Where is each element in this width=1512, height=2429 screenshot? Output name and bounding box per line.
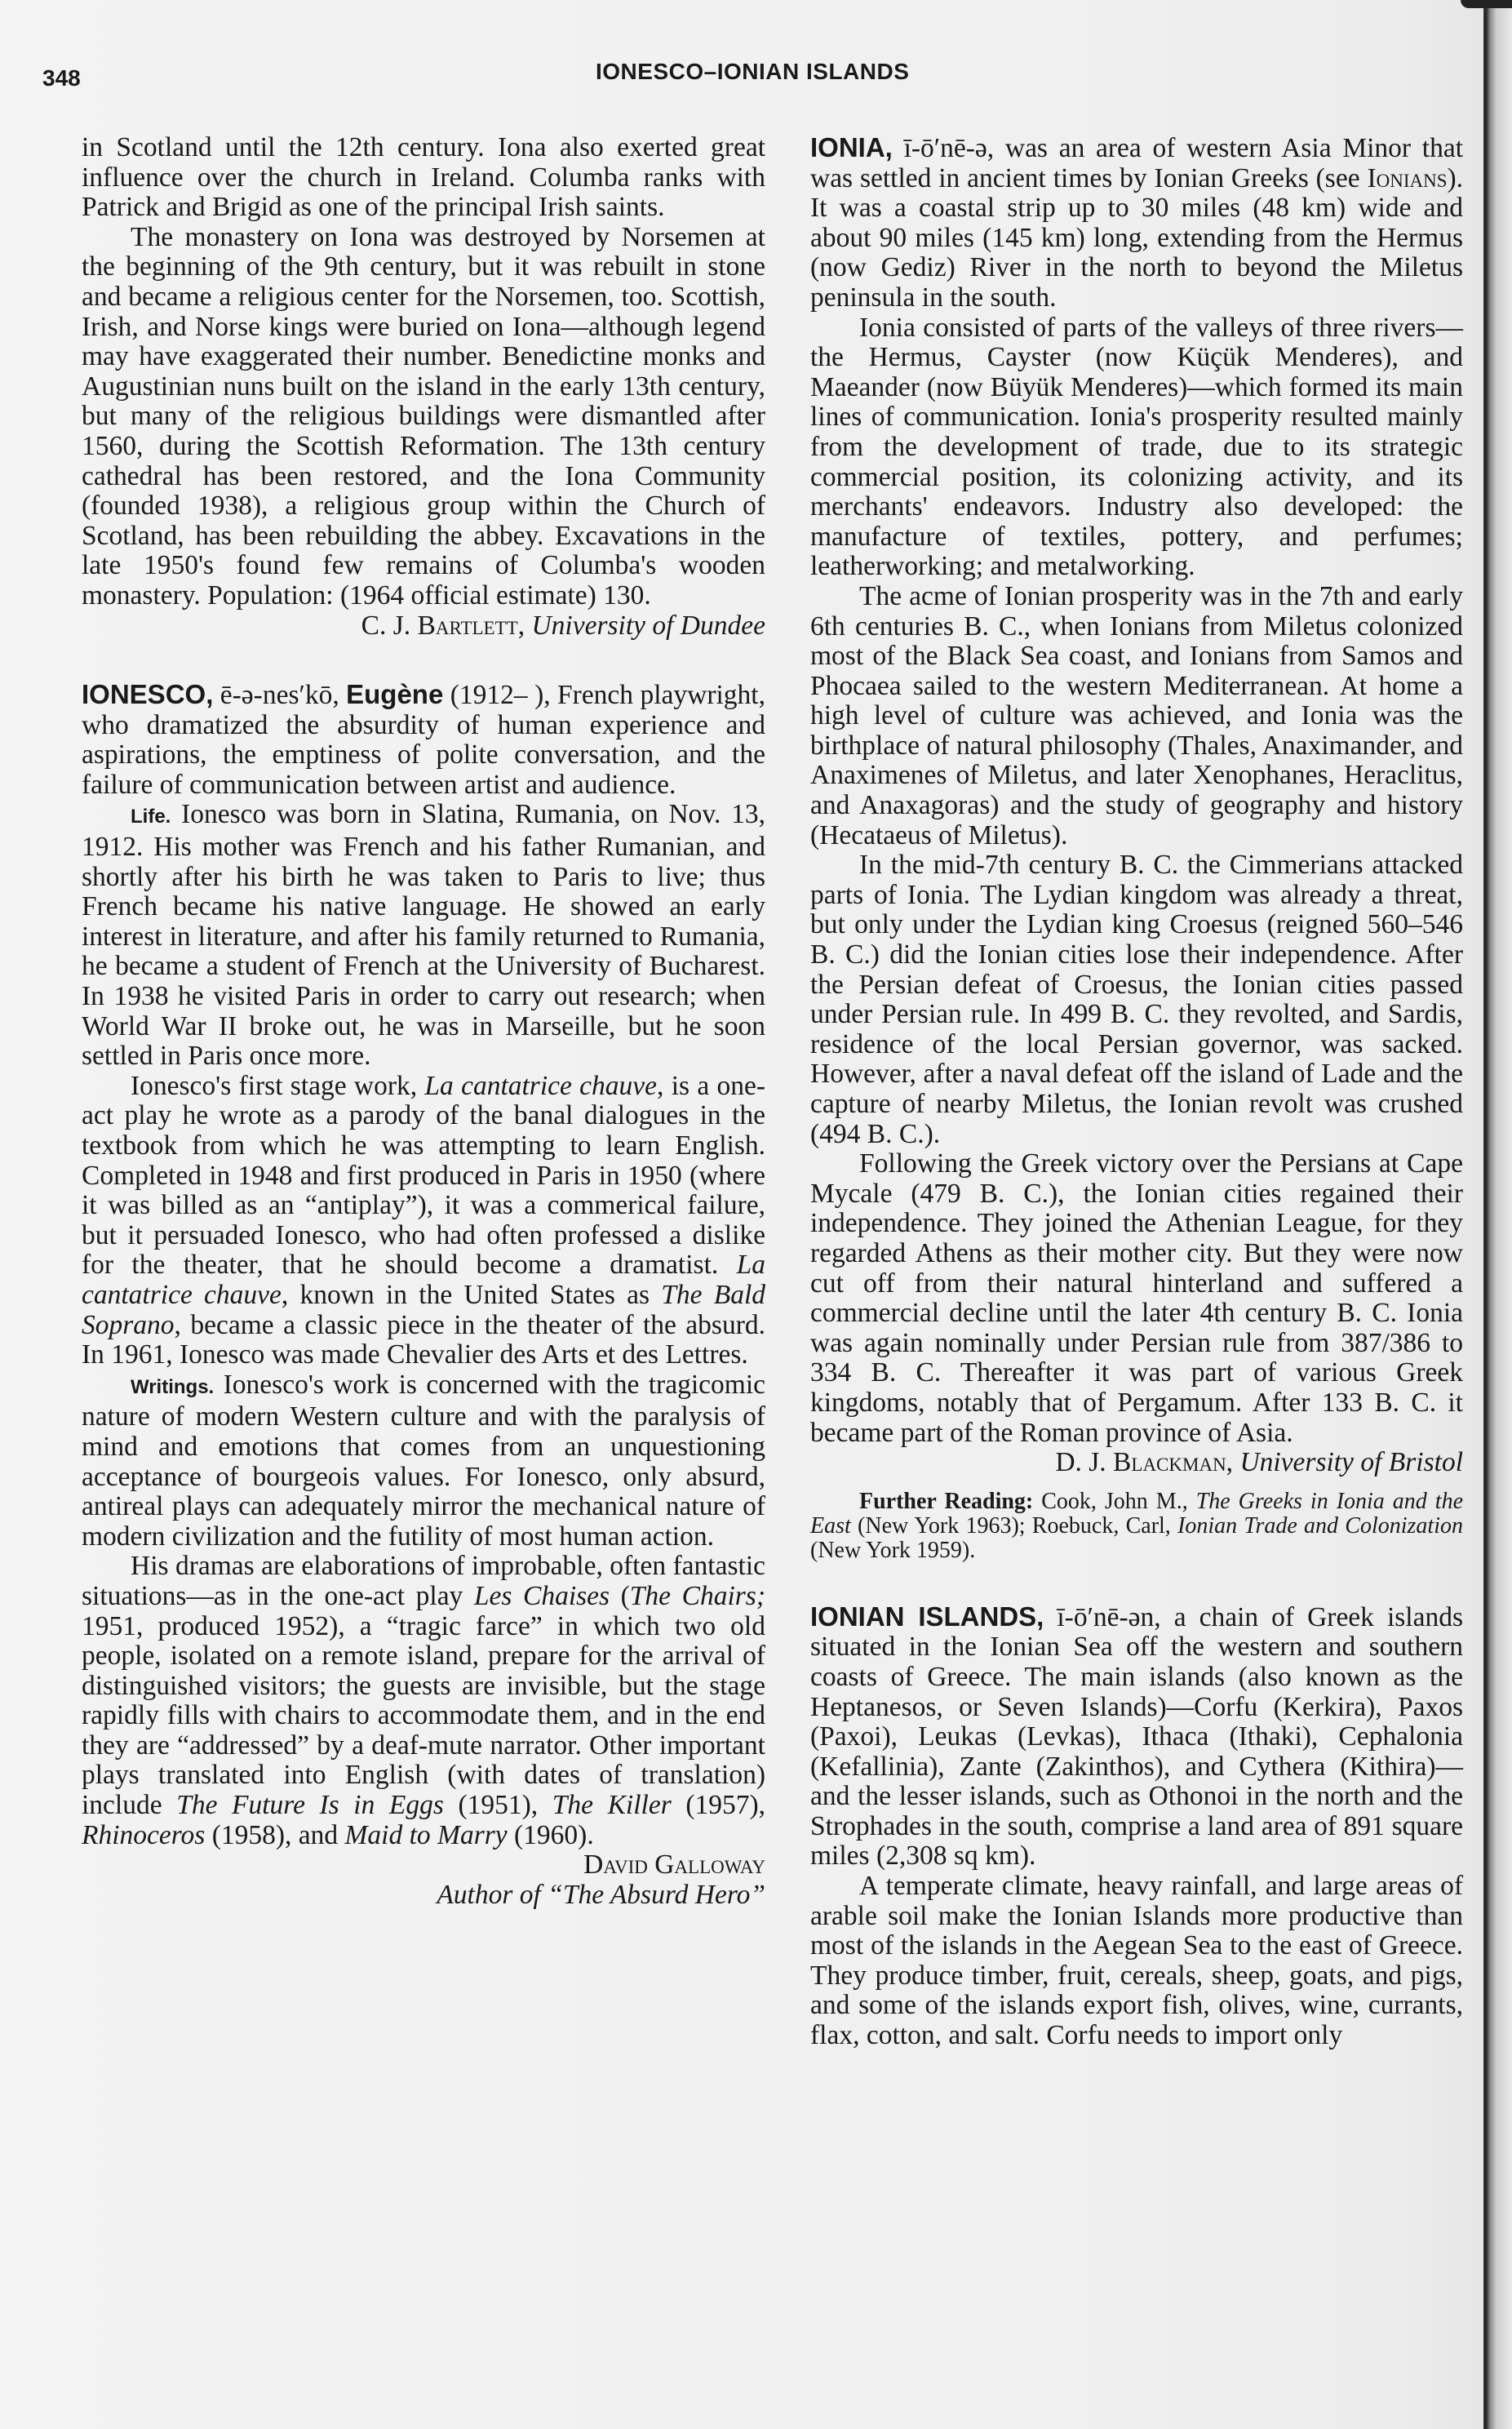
page-number: 348 — [42, 65, 81, 91]
text: was an area of western Asia Minor that was settled in ancient times by Ionian Greeks (see — [810, 133, 1464, 193]
paragraph: In the mid-7th century B. C. the Cimmerians attacked parts of Ionia. The Lydian kingdom was already a threat, but only under the Lydian king Croesus (reigned 560–546 B. C.) did the Ionian cities lose their independence. After the Persian defeat of Croesus, the Ionian cities passed under Persian rule. In 499 B. C. they revolted, and Sardis, residence of the local Persian governor, was sacked. However, after a naval defeat off the island of Lade and the capture of nearby Miletus, the Ionian revolt was crushed (494 B. C.). — [810, 850, 1463, 1149]
running-head: IONESCO–IONIAN ISLANDS — [596, 59, 910, 84]
text: (New York 1959). — [810, 1537, 976, 1563]
right-column — [810, 133, 1463, 2051]
headword: IONIAN ISLANDS, — [810, 1601, 1044, 1632]
ionia-entry — [810, 133, 1463, 1563]
text: (1951), — [443, 1790, 539, 1821]
life-text: Ionesco was born in Slatina, Rumania, on Nov. 13, 1912. His mother was French and his father Rumanian, and shortly after his birth he was taken to Paris to live; thus French became his native language. He showed an early interest in literature, and after his family returned to Rumania, he became a student of French at the University of Bucharest. In 1938 he visited Paris in order to carry out research; when World War II broke out, he was in Marseille, but he soon settled in Paris once more. — [82, 799, 766, 1072]
byline — [82, 611, 765, 642]
paragraph-writings — [82, 1370, 765, 1552]
intro-text: French playwright, who dramatized the absurdity of human experience and aspirations, the emptiness of polite conversation, and the failure of communication between artist and audience. — [82, 680, 765, 800]
work-title: La cantatrice chauve — [424, 1070, 658, 1101]
further-reading-label: Further Reading: — [859, 1488, 1034, 1514]
entry-intro — [810, 1602, 1463, 1872]
paragraph — [82, 1072, 765, 1370]
headword: IONIA, — [810, 132, 893, 162]
text: (1960). — [507, 1819, 594, 1850]
paragraph: The acme of Ionian prosperity was in the 7th and early 6th centuries B. C., when Ionians from Miletus colonized most of the Black Sea coast, and Ionians from Samos and Phocaea sailed to the western Mediterranean. At home a high level of culture was achieved, and Ionia was the birthplace of natural philosophy (Thales, Anaximander, and Anaximenes of Miletus, and later Xenophanes, Heraclitus, and Anaxagoras) and the study of geography and history (Hecataeus of Miletus). — [810, 580, 1463, 850]
work-title: Les Chaises — [473, 1580, 610, 1611]
work-title: Rhinoceros — [82, 1819, 206, 1850]
paragraph: Following the Greek victory over the Persians at Cape Mycale (479 B. C.), the Ionian cities regained their independence. They joined the Athenian League, for they regarded Athens as their mother city. But they were now cut off from their natural hinterland and suffered a commercial decline until the later 4th century B. C. Ionia was again nominally under Persian rule from 387/386 to 334 B. C. Thereafter it was part of various Greek kingdoms, notably that of Pergamum. After 133 B. C. it became part of the Roman province of Asia. — [810, 1148, 1463, 1448]
book-spine-shadow — [1483, 0, 1512, 2429]
iona-entry-continuation — [82, 133, 765, 641]
byline-affiliation — [82, 1881, 765, 1911]
text: His dramas are elaborations of improbable, often fantastic situations—as in the one-act play — [82, 1551, 765, 1611]
author-name: D. J. Blackman, — [1055, 1447, 1234, 1478]
text: , known in the United States as — [281, 1279, 650, 1310]
text: (1958), and — [205, 1819, 339, 1850]
subhead-life: Life. — [131, 806, 171, 828]
paragraph: The monastery on Iona was destroyed by Norsemen at the beginning of the 9th century, but it was rebuilt in stone and became a religious center for the Norsemen, too. Scottish, Irish, and Norse kings were buried on Iona—although legend may have exaggerated their number. Benedictine monks and Augustinian nuns built on the island in the early 13th century, but many of the religious buildings were dismantled after 1560, during the Scottish Reformation. The 13th century cathedral has been restored, and the Iona Community (founded 1938), a religious group within the Church of Scotland, has been rebuilding the abbey. Excavations in the late 1950's found few remains of Columba's wooden monastery. Population: (1964 official estimate) 130. — [82, 221, 765, 611]
subhead-writings: Writings. — [131, 1375, 215, 1398]
text: , became a classic piece in the theater of the absurd. In 1961, Ionesco was made Chevalier des Arts et des Lettres. — [82, 1309, 765, 1370]
work-title: The Future Is in Eggs — [176, 1790, 444, 1821]
paragraph-life — [82, 800, 765, 1071]
paragraph: Ionia consisted of parts of the valleys of three rivers—the Hermus, Cayster (now Küçük Menderes), and Maeander (now Büyük Menderes)—which formed its main lines of communication. Ionia's prosperity resulted mainly from the development of trade, due to its strategic commercial position, its colonizing activity, and its merchants' endeavors. Industry also developed: the manufacture of textiles, pottery, and perfumes; leatherworking; and metalworking. — [810, 312, 1463, 582]
left-column — [82, 133, 765, 1910]
text: Cook, John M., — [1033, 1488, 1196, 1514]
author-affiliation: University of Dundee — [531, 610, 765, 641]
text: , is a one-act play he wrote as a parody of the banal dialogues in the textbook from which he was attempting to learn English. Completed in 1948 and first produced in Paris in 1950 (where it was billed as an “antiplay”), it was a commerical failure, but it persuaded Ionesco, who had often professed a dislike for the theater, that he should become a dramatist. — [82, 1070, 765, 1281]
work-title: The Chairs; — [629, 1580, 765, 1611]
work-title: La cantatrice chauve — [82, 1250, 765, 1310]
author-name: C. J. Bartlett, — [361, 610, 525, 641]
text: (1957), — [671, 1790, 766, 1821]
work-title: Maid to Marry — [344, 1819, 508, 1850]
work-title: The Bald Soprano — [82, 1279, 766, 1340]
author-affiliation: Author of “The Absurd Hero” — [437, 1879, 765, 1910]
author-name: David Galloway — [583, 1850, 765, 1881]
spacer — [810, 1478, 1463, 1490]
text: ( — [610, 1580, 630, 1611]
entry-intro — [810, 133, 1463, 313]
writings-text: Ionesco's work is concerned with the tragicomic nature of modern Western culture and with the paralysis of mind and emotions that comes from an unquestioning acceptance of bourgeois values. For Ionesco, only absurd, antireal plays can adequately mirror the mechanical nature of modern civilization and the futility of most human action. — [82, 1369, 765, 1552]
entry-separator — [810, 1563, 1463, 1602]
work-title: The Killer — [552, 1790, 672, 1821]
paragraph: A temperate climate, heavy rainfall, and large areas of arable soil make the Ionian Islands more productive than most of the islands in the Aegean Sea to the east of Greece. They produce timber, fruit, cereals, sheep, goats, and pigs, and some of the islands export fish, olives, wine, currants, flax, cotton, and salt. Corfu needs to import only — [810, 1871, 1463, 2051]
byline — [82, 1850, 765, 1881]
text: ). It was a coastal strip up to 30 miles (48 km) wide and about 90 miles (145 km) long, extending from the Hermus (now Gediz) River in the north to beyond the Miletus peninsula in the south. — [810, 162, 1464, 313]
ionian-islands-entry — [810, 1602, 1463, 2051]
cross-reference-link[interactable]: Ionians — [1367, 162, 1448, 193]
paragraph: in Scotland until the 12th century. Iona also exerted great influence over the church in Ireland. Columba ranks with Patrick and Brigid as one of the principal Irish saints. — [82, 132, 765, 223]
book-title: Ionian Trade and Colonization — [1177, 1512, 1463, 1539]
author-affiliation: University of Bristol — [1239, 1447, 1463, 1478]
headword: IONESCO, — [82, 679, 214, 710]
book-title: The Greeks in Ionia and the East — [810, 1488, 1463, 1539]
paragraph — [82, 1552, 765, 1850]
life-dates: (1912– ), — [450, 680, 551, 711]
pronunciation: ī-ō′nē-ən, — [1057, 1601, 1161, 1632]
page-header — [0, 59, 1485, 91]
byline — [810, 1448, 1463, 1478]
page-corner-shadow — [1461, 0, 1512, 8]
further-reading — [810, 1490, 1463, 1563]
pronunciation: ē-ə-nes′kō, — [219, 680, 339, 711]
pronunciation: ī-ō′nē-ə, — [903, 133, 995, 163]
text: a chain of Greek islands situated in the Ionian Sea off the western and southern coasts of Greece. The main islands (also known as the Heptanesos, or Seven Islands)—Corfu (Kerkira), Paxos (Paxoi), Leukas (Levkas), Ithaca (Ithaki), Cephalonia (Kefallinia), Zante (Zakinthos), and Cythera (Kithira)—and the lesser islands, such as Othonoi in the north and the Strophades in the south, comprise a land area of 891 square miles (2,308 sq km). — [810, 1601, 1464, 1872]
text: (New York 1963); Roebuck, Carl, — [850, 1512, 1178, 1539]
text: 1951, produced 1952), a “tragic farce” in which two old people, isolated on a remote island, prepare for the arrival of distinguished visitors; the guests are invisible, but the stage rapidly fills with chairs to accommodate them, and in the end they are “addressed” by a deaf-mute narrator. Other important plays translated into English (with dates of translation) include — [82, 1610, 765, 1821]
ionesco-entry — [82, 680, 765, 1910]
first-name: Eugène — [346, 679, 444, 710]
text: Ionesco's first stage work, — [131, 1070, 418, 1101]
entry-intro — [82, 680, 765, 800]
entry-separator — [82, 641, 765, 680]
